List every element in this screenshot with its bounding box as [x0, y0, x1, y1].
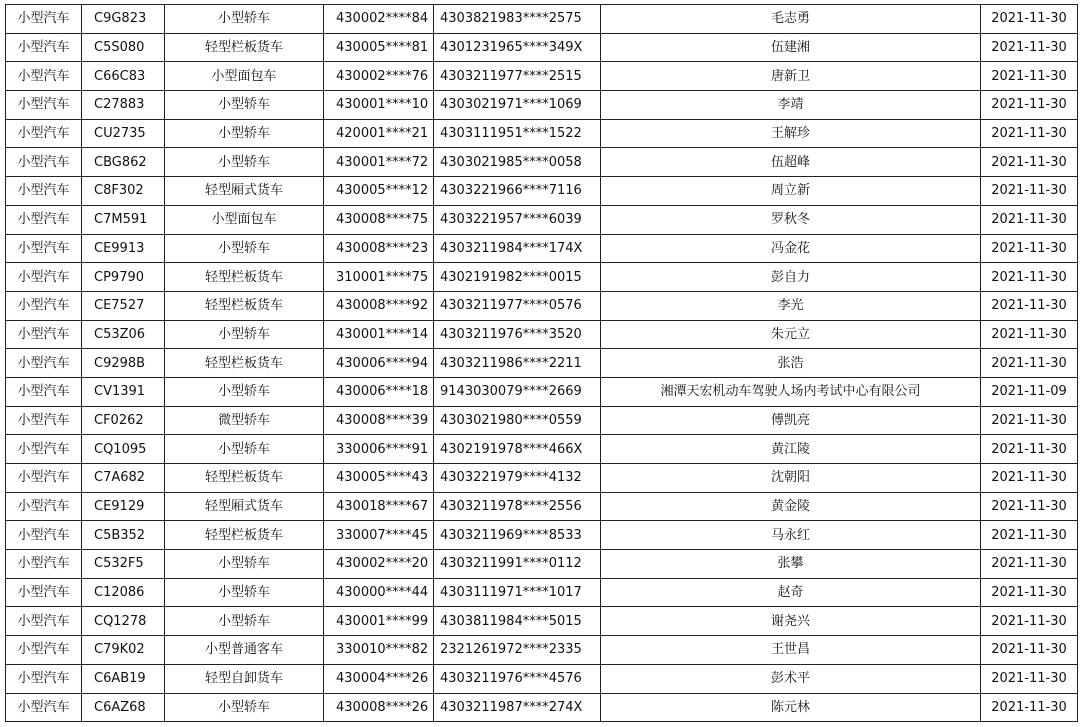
vehicle-category-cell: 小型汽车: [6, 521, 82, 550]
table-row: [6, 177, 1078, 206]
vehicle-type-cell: 小型轿车: [165, 320, 324, 349]
table-row: [6, 291, 1078, 320]
plate-number-cell: C7M591: [82, 205, 165, 234]
id-number-cell: 4303021980****0559: [434, 406, 601, 435]
plate-number-cell: C12086: [82, 578, 165, 607]
owner-name-cell: 谢尧兴: [601, 607, 981, 636]
id-number-cell: 4302191982****0015: [434, 263, 601, 292]
vehicle-type-cell: 小型轿车: [165, 693, 324, 722]
table-row: [6, 263, 1078, 292]
table-row: [6, 119, 1078, 148]
vehicle-type-cell: 轻型自卸货车: [165, 664, 324, 693]
plate-number-cell: CE9913: [82, 234, 165, 263]
table-row: [6, 320, 1078, 349]
plate-number-cell: C5S080: [82, 33, 165, 62]
vehicle-category-cell: 小型汽车: [6, 377, 82, 406]
owner-code-cell: 430002****20: [324, 550, 434, 579]
table-row: [6, 33, 1078, 62]
plate-number-cell: C5B352: [82, 521, 165, 550]
vehicle-type-cell: 小型轿车: [165, 578, 324, 607]
date-cell: 2021-11-30: [981, 234, 1078, 263]
id-number-cell: 4303211986****2211: [434, 349, 601, 378]
vehicle-type-cell: 轻型栏板货车: [165, 464, 324, 493]
id-number-cell: 4303811984****5015: [434, 607, 601, 636]
owner-code-cell: 430001****99: [324, 607, 434, 636]
vehicle-category-cell: 小型汽车: [6, 636, 82, 665]
table-row: [6, 578, 1078, 607]
owner-name-cell: 罗秋冬: [601, 205, 981, 234]
owner-name-cell: 冯金花: [601, 234, 981, 263]
id-number-cell: 4303021971****1069: [434, 91, 601, 120]
vehicle-type-cell: 小型轿车: [165, 550, 324, 579]
owner-code-cell: 330006****91: [324, 435, 434, 464]
plate-number-cell: C9G823: [82, 5, 165, 34]
vehicle-category-cell: 小型汽车: [6, 435, 82, 464]
owner-name-cell: 朱元立: [601, 320, 981, 349]
owner-code-cell: 430008****92: [324, 291, 434, 320]
owner-name-cell: 王世昌: [601, 636, 981, 665]
table-row: [6, 464, 1078, 493]
vehicle-category-cell: 小型汽车: [6, 263, 82, 292]
owner-code-cell: 430000****44: [324, 578, 434, 607]
owner-code-cell: 430001****10: [324, 91, 434, 120]
vehicle-type-cell: 小型轿车: [165, 5, 324, 34]
owner-name-cell: 傅凯亮: [601, 406, 981, 435]
vehicle-category-cell: 小型汽车: [6, 148, 82, 177]
table-row: [6, 607, 1078, 636]
date-cell: 2021-11-30: [981, 406, 1078, 435]
table-row: [6, 148, 1078, 177]
owner-code-cell: 430001****72: [324, 148, 434, 177]
owner-code-cell: 430004****26: [324, 664, 434, 693]
owner-name-cell: 黄金陵: [601, 492, 981, 521]
id-number-cell: 4303211977****0576: [434, 291, 601, 320]
id-number-cell: 4303111971****1017: [434, 578, 601, 607]
owner-name-cell: 彭术平: [601, 664, 981, 693]
plate-number-cell: C6AB19: [82, 664, 165, 693]
vehicle-type-cell: 小型轿车: [165, 148, 324, 177]
id-number-cell: 4303221979****4132: [434, 464, 601, 493]
owner-name-cell: 陈元林: [601, 693, 981, 722]
table-body: [6, 5, 1078, 722]
owner-code-cell: 430005****43: [324, 464, 434, 493]
plate-number-cell: CE7527: [82, 291, 165, 320]
vehicle-type-cell: 轻型栏板货车: [165, 33, 324, 62]
vehicle-type-cell: 小型普通客车: [165, 636, 324, 665]
date-cell: 2021-11-30: [981, 349, 1078, 378]
vehicle-category-cell: 小型汽车: [6, 464, 82, 493]
date-cell: 2021-11-30: [981, 521, 1078, 550]
vehicle-type-cell: 小型面包车: [165, 62, 324, 91]
date-cell: 2021-11-30: [981, 33, 1078, 62]
owner-name-cell: 毛志勇: [601, 5, 981, 34]
owner-code-cell: 330010****82: [324, 636, 434, 665]
id-number-cell: 4303211969****8533: [434, 521, 601, 550]
vehicle-category-cell: 小型汽车: [6, 607, 82, 636]
vehicle-type-cell: 小型轿车: [165, 377, 324, 406]
table-row: [6, 636, 1078, 665]
owner-code-cell: 310001****75: [324, 263, 434, 292]
owner-name-cell: 马永红: [601, 521, 981, 550]
date-cell: 2021-11-30: [981, 607, 1078, 636]
table-row: [6, 550, 1078, 579]
owner-name-cell: 湘潭天宏机动车驾驶人场内考试中心有限公司: [601, 377, 981, 406]
plate-number-cell: C79K02: [82, 636, 165, 665]
date-cell: 2021-11-30: [981, 119, 1078, 148]
owner-name-cell: 赵奇: [601, 578, 981, 607]
table-row: [6, 664, 1078, 693]
vehicle-category-cell: 小型汽车: [6, 234, 82, 263]
plate-number-cell: CQ1095: [82, 435, 165, 464]
owner-code-cell: 430018****67: [324, 492, 434, 521]
owner-name-cell: 张攀: [601, 550, 981, 579]
vehicle-type-cell: 小型轿车: [165, 607, 324, 636]
table-row: [6, 377, 1078, 406]
vehicle-category-cell: 小型汽车: [6, 320, 82, 349]
vehicle-category-cell: 小型汽车: [6, 91, 82, 120]
vehicle-type-cell: 小型面包车: [165, 205, 324, 234]
date-cell: 2021-11-30: [981, 91, 1078, 120]
plate-number-cell: C7A682: [82, 464, 165, 493]
plate-number-cell: CU2735: [82, 119, 165, 148]
table-row: [6, 406, 1078, 435]
id-number-cell: 9143030079****2669: [434, 377, 601, 406]
owner-name-cell: 黄江陵: [601, 435, 981, 464]
table-row: [6, 521, 1078, 550]
owner-code-cell: 430002****84: [324, 5, 434, 34]
table-row: [6, 234, 1078, 263]
date-cell: 2021-11-30: [981, 5, 1078, 34]
plate-number-cell: C9298B: [82, 349, 165, 378]
owner-code-cell: 430006****94: [324, 349, 434, 378]
vehicle-type-cell: 轻型栏板货车: [165, 349, 324, 378]
vehicle-category-cell: 小型汽车: [6, 177, 82, 206]
table-row: [6, 349, 1078, 378]
table-row: [6, 62, 1078, 91]
plate-number-cell: CP9790: [82, 263, 165, 292]
vehicle-type-cell: 微型轿车: [165, 406, 324, 435]
vehicle-type-cell: 小型轿车: [165, 234, 324, 263]
vehicle-record-table: [5, 4, 1078, 722]
date-cell: 2021-11-30: [981, 435, 1078, 464]
id-number-cell: 4303211987****274X: [434, 693, 601, 722]
date-cell: 2021-11-30: [981, 205, 1078, 234]
vehicle-type-cell: 小型轿车: [165, 91, 324, 120]
vehicle-type-cell: 轻型栏板货车: [165, 291, 324, 320]
owner-name-cell: 伍超峰: [601, 148, 981, 177]
owner-name-cell: 王解珍: [601, 119, 981, 148]
owner-code-cell: 330007****45: [324, 521, 434, 550]
owner-name-cell: 周立新: [601, 177, 981, 206]
vehicle-category-cell: 小型汽车: [6, 291, 82, 320]
date-cell: 2021-11-30: [981, 464, 1078, 493]
vehicle-type-cell: 轻型厢式货车: [165, 177, 324, 206]
date-cell: 2021-11-30: [981, 62, 1078, 91]
owner-code-cell: 430005****12: [324, 177, 434, 206]
id-number-cell: 4303211977****2515: [434, 62, 601, 91]
vehicle-category-cell: 小型汽车: [6, 62, 82, 91]
vehicle-category-cell: 小型汽车: [6, 664, 82, 693]
id-number-cell: 4303111951****1522: [434, 119, 601, 148]
vehicle-type-cell: 轻型栏板货车: [165, 263, 324, 292]
owner-code-cell: 430001****14: [324, 320, 434, 349]
table-row: [6, 693, 1078, 722]
owner-name-cell: 彭自力: [601, 263, 981, 292]
id-number-cell: 4303021985****0058: [434, 148, 601, 177]
date-cell: 2021-11-30: [981, 693, 1078, 722]
owner-code-cell: 430005****81: [324, 33, 434, 62]
date-cell: 2021-11-30: [981, 263, 1078, 292]
id-number-cell: 4303211976****3520: [434, 320, 601, 349]
date-cell: 2021-11-09: [981, 377, 1078, 406]
plate-number-cell: CE9129: [82, 492, 165, 521]
vehicle-category-cell: 小型汽车: [6, 578, 82, 607]
owner-code-cell: 430006****18: [324, 377, 434, 406]
date-cell: 2021-11-30: [981, 177, 1078, 206]
id-number-cell: 2321261972****2335: [434, 636, 601, 665]
vehicle-category-cell: 小型汽车: [6, 693, 82, 722]
table-row: [6, 435, 1078, 464]
table-row: [6, 205, 1078, 234]
plate-number-cell: CQ1278: [82, 607, 165, 636]
owner-code-cell: 430002****76: [324, 62, 434, 91]
owner-code-cell: 430008****75: [324, 205, 434, 234]
vehicle-type-cell: 小型轿车: [165, 119, 324, 148]
owner-name-cell: 李靖: [601, 91, 981, 120]
plate-number-cell: CBG862: [82, 148, 165, 177]
id-number-cell: 4303821983****2575: [434, 5, 601, 34]
owner-name-cell: 张浩: [601, 349, 981, 378]
table-row: [6, 5, 1078, 34]
id-number-cell: 4303211984****174X: [434, 234, 601, 263]
id-number-cell: 4303211991****0112: [434, 550, 601, 579]
date-cell: 2021-11-30: [981, 492, 1078, 521]
plate-number-cell: C53Z06: [82, 320, 165, 349]
vehicle-type-cell: 轻型栏板货车: [165, 521, 324, 550]
table-row: [6, 492, 1078, 521]
owner-name-cell: 伍建湘: [601, 33, 981, 62]
id-number-cell: 4301231965****349X: [434, 33, 601, 62]
plate-number-cell: CV1391: [82, 377, 165, 406]
date-cell: 2021-11-30: [981, 550, 1078, 579]
vehicle-category-cell: 小型汽车: [6, 550, 82, 579]
plate-number-cell: C532F5: [82, 550, 165, 579]
date-cell: 2021-11-30: [981, 578, 1078, 607]
plate-number-cell: CF0262: [82, 406, 165, 435]
date-cell: 2021-11-30: [981, 320, 1078, 349]
plate-number-cell: C66C83: [82, 62, 165, 91]
vehicle-category-cell: 小型汽车: [6, 33, 82, 62]
id-number-cell: 4302191978****466X: [434, 435, 601, 464]
vehicle-category-cell: 小型汽车: [6, 5, 82, 34]
plate-number-cell: C27883: [82, 91, 165, 120]
vehicle-category-cell: 小型汽车: [6, 119, 82, 148]
vehicle-category-cell: 小型汽车: [6, 205, 82, 234]
vehicle-category-cell: 小型汽车: [6, 406, 82, 435]
date-cell: 2021-11-30: [981, 148, 1078, 177]
vehicle-category-cell: 小型汽车: [6, 349, 82, 378]
owner-code-cell: 430008****23: [324, 234, 434, 263]
vehicle-type-cell: 轻型厢式货车: [165, 492, 324, 521]
vehicle-category-cell: 小型汽车: [6, 492, 82, 521]
vehicle-type-cell: 小型轿车: [165, 435, 324, 464]
table-row: [6, 91, 1078, 120]
owner-code-cell: 430008****26: [324, 693, 434, 722]
date-cell: 2021-11-30: [981, 291, 1078, 320]
owner-name-cell: 唐新卫: [601, 62, 981, 91]
date-cell: 2021-11-30: [981, 664, 1078, 693]
plate-number-cell: C6AZ68: [82, 693, 165, 722]
id-number-cell: 4303221966****7116: [434, 177, 601, 206]
owner-name-cell: 沈朝阳: [601, 464, 981, 493]
owner-name-cell: 李光: [601, 291, 981, 320]
owner-code-cell: 420001****21: [324, 119, 434, 148]
id-number-cell: 4303211978****2556: [434, 492, 601, 521]
date-cell: 2021-11-30: [981, 636, 1078, 665]
plate-number-cell: C8F302: [82, 177, 165, 206]
id-number-cell: 4303211976****4576: [434, 664, 601, 693]
owner-code-cell: 430008****39: [324, 406, 434, 435]
id-number-cell: 4303221957****6039: [434, 205, 601, 234]
